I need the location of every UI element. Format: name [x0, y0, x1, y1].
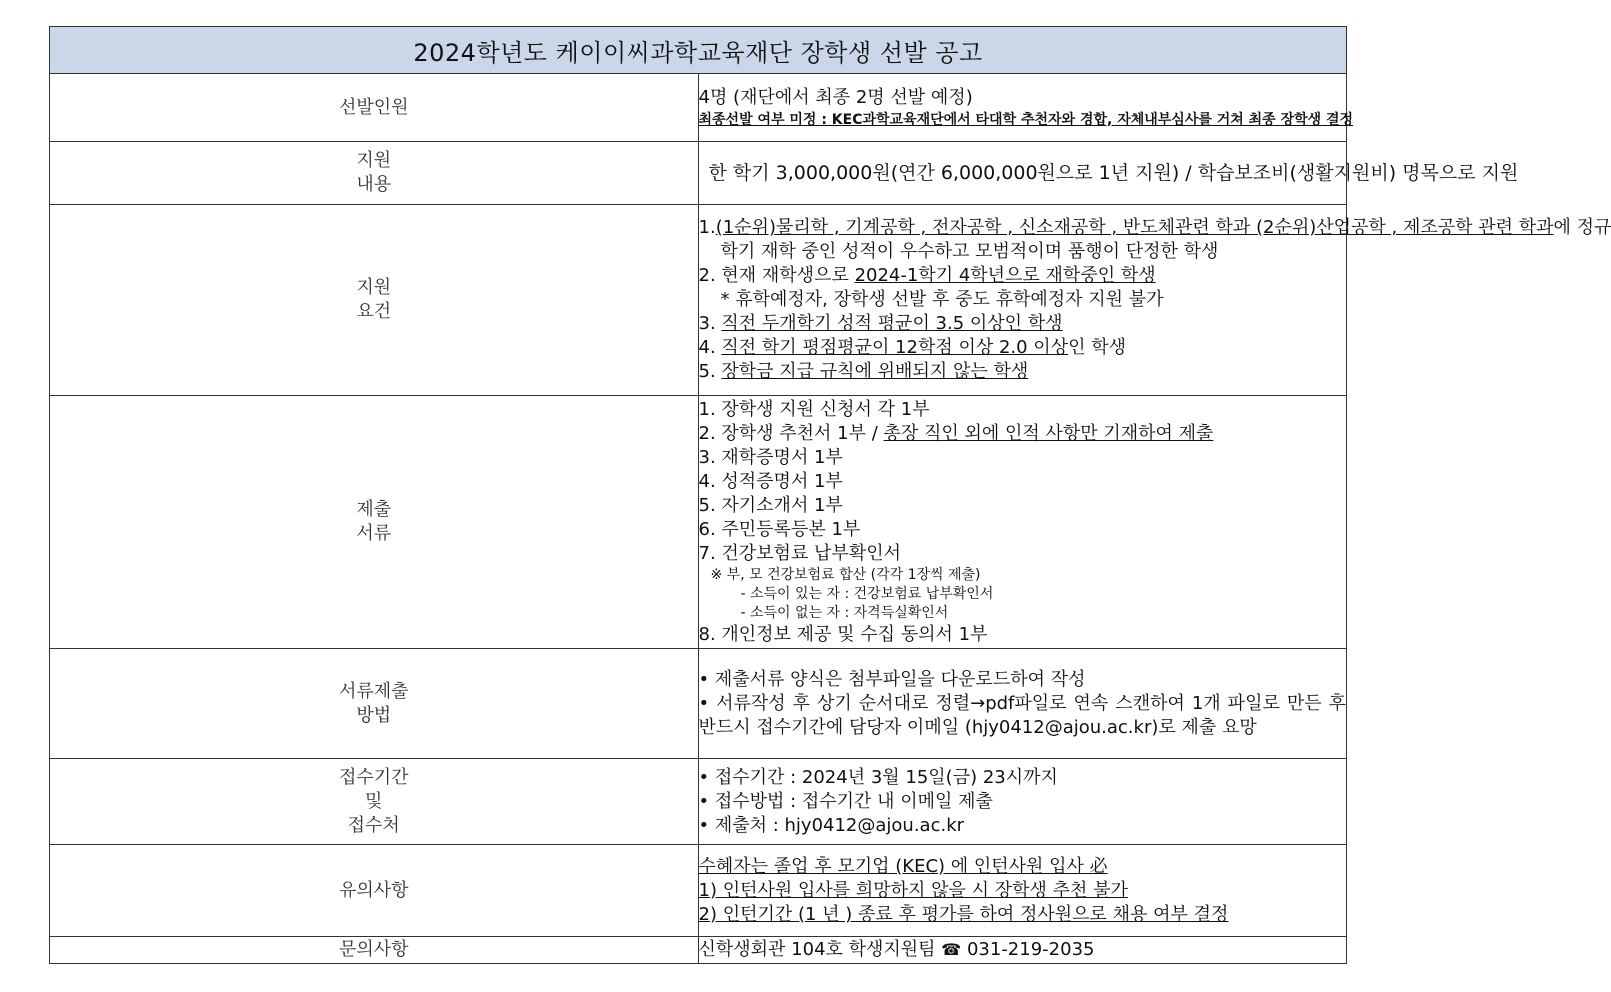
document-6: 6. 주민등록등본 1부	[698, 518, 861, 540]
label-requirements-1: 지원	[356, 277, 392, 298]
row-notes	[50, 845, 1347, 937]
document-2-underlined: 총장 직인 외에 인적 사항만 기재하여 제출	[883, 422, 1214, 444]
label-support-1: 지원	[356, 150, 392, 171]
requirement-2-note: * 휴학예정자, 장학생 선발 후 중도 휴학예정자 지원 불가	[720, 289, 1164, 310]
label-documents-2: 서류	[356, 523, 392, 544]
label-period-1: 접수기간	[338, 766, 409, 788]
document-2	[699, 422, 1347, 446]
content-period	[698, 759, 1347, 845]
document-5: 5. 자기소개서 1부	[698, 494, 843, 516]
note-1: 수혜자는 졸업 후 모기업 (KEC) 에 인턴사원 입사 必	[698, 855, 1108, 877]
period-email: • 제출처 : hjy0412@ajou.ac.kr	[698, 814, 965, 836]
method-1: • 제출서류 양식은 첨부파일을 다운로드하여 작성	[698, 668, 1086, 690]
label-method-2: 방법	[356, 704, 392, 726]
requirement-4-number: 4.	[698, 337, 722, 358]
content-support	[698, 142, 1519, 205]
requirement-1-number: 1.	[698, 217, 716, 238]
requirement-1-rest: 에 정규	[1553, 217, 1611, 238]
requirement-1	[698, 216, 1611, 240]
label-documents-1: 제출	[356, 499, 392, 520]
row-selection	[50, 74, 1347, 142]
contact-office: 신학생회관 104호 학생지원팀	[698, 939, 942, 960]
requirement-3-number: 3.	[698, 313, 722, 334]
note-1-wrap	[699, 855, 1347, 879]
selection-note: 최종선발 여부 미정 : KEC과학교육재단에서 타대학 추천자와 경합, 자체내부심사를 거쳐 최종 장학생 결정	[698, 111, 1354, 128]
requirement-4	[699, 336, 1347, 360]
requirement-5	[699, 360, 1347, 384]
requirement-2	[699, 264, 1347, 288]
label-contact: 문의사항	[50, 937, 699, 964]
content-requirements	[698, 205, 1611, 396]
label-selection: 선발인원	[50, 74, 699, 142]
requirement-3-underlined: 직전 두개학기 성적 평균이 3.5 이상인 학생	[721, 313, 1063, 334]
document-8: 8. 개인정보 제공 및 수집 동의서 1부	[698, 623, 988, 645]
row-contact	[50, 937, 1347, 964]
requirement-1-majors: (1순위)물리학 , 기계공학 , 전자공학 , 신소재공학 , 반도체관련 학과 (2순위)산업공학 , 제조공학 관련 학과	[715, 217, 1554, 238]
note-3: 2) 인턴기간 (1 년 ) 종료 후 평가를 하여 정사원으로 채용 여부 결정	[698, 903, 1229, 925]
document-2-text: 2. 장학생 추천서 1부 /	[698, 422, 884, 444]
page-title: 2024학년도 케이이씨과학교육재단 장학생 선발 공고	[50, 27, 1347, 74]
content-documents	[698, 396, 1347, 649]
label-method	[50, 649, 699, 759]
period-deadline: • 접수기간 : 2024년 3월 15일(금) 23시까지	[698, 766, 1058, 788]
content-contact	[698, 937, 1347, 964]
label-period	[50, 759, 699, 845]
requirement-1-line2: 학기 재학 중인 성적이 우수하고 모범적이며 품행이 단정한 학생	[720, 241, 1219, 262]
row-period	[50, 759, 1347, 845]
label-method-1: 서류제출	[338, 680, 409, 702]
requirement-4-underlined: 직전 학기 평점평균이 12학점 이상 2.0 이상	[721, 337, 1069, 358]
document-7-sub2: - 소득이 없는 자 : 자격득실확인서	[740, 604, 949, 621]
document-4: 4. 성적증명서 1부	[698, 470, 843, 492]
label-period-3: 접수처	[347, 814, 400, 836]
content-selection	[698, 74, 1354, 142]
requirement-5-underlined: 장학금 지급 규칙에 위배되지 않는 학생	[721, 361, 1029, 382]
notice-table	[49, 26, 1611, 964]
label-period-2: 및	[365, 790, 383, 812]
label-requirements	[50, 205, 699, 396]
note-2: 1) 인턴사원 입사를 희망하지 않을 시 장학생 추천 불가	[698, 879, 1128, 901]
label-requirements-2: 요건	[356, 301, 392, 322]
contact-phone: 031-219-2035	[961, 939, 1095, 960]
requirement-2-underlined: 2024-1학기 4학년으로 재학중인 학생	[854, 265, 1156, 286]
document-1: 1. 장학생 지원 신청서 각 1부	[698, 398, 930, 420]
row-requirements	[50, 205, 1347, 396]
requirement-5-number: 5.	[698, 361, 722, 382]
period-method: • 접수방법 : 접수기간 내 이메일 제출	[698, 790, 993, 812]
label-support	[50, 142, 699, 205]
selection-count: 4명 (재단에서 최종 2명 선발 예정)	[698, 86, 973, 108]
note-2-wrap	[699, 879, 1347, 903]
note-3-wrap	[699, 903, 1347, 927]
requirement-4-rest: 인 학생	[1068, 337, 1126, 358]
label-support-2: 내용	[356, 174, 392, 195]
document-7-sub1: - 소득이 있는 자 : 건강보험료 납부확인서	[740, 585, 994, 602]
document-7: 7. 건강보험료 납부확인서	[698, 542, 901, 564]
document-3: 3. 재학증명서 1부	[698, 446, 843, 468]
row-method	[50, 649, 1347, 759]
row-documents	[50, 396, 1347, 649]
content-method	[698, 649, 1347, 759]
requirement-3	[699, 312, 1347, 336]
title-row	[50, 27, 1347, 74]
document-7-note: ※ 부, 모 건강보험료 합산 (각각 1장씩 제출)	[710, 566, 981, 583]
contact-line	[699, 939, 1347, 961]
label-documents	[50, 396, 699, 649]
row-support	[50, 142, 1347, 205]
support-text: 한 학기 3,000,000원(연간 6,000,000원으로 1년 지원) / 학습보조비(생활지원비) 명목으로 지원	[708, 162, 1519, 184]
requirement-2-number: 2. 현재 재학생으로	[698, 265, 855, 286]
telephone-icon: ☎	[941, 940, 962, 959]
content-notes	[698, 845, 1347, 937]
label-notes: 유의사항	[50, 845, 699, 937]
method-2: • 서류작성 후 상기 순서대로 정렬→pdf파일로 연속 스캔하여 1개 파일로 만든 후 반드시 접수기간에 담당자 이메일 (hjy0412@ajou.ac.kr)로 제출 요망	[698, 692, 1346, 738]
